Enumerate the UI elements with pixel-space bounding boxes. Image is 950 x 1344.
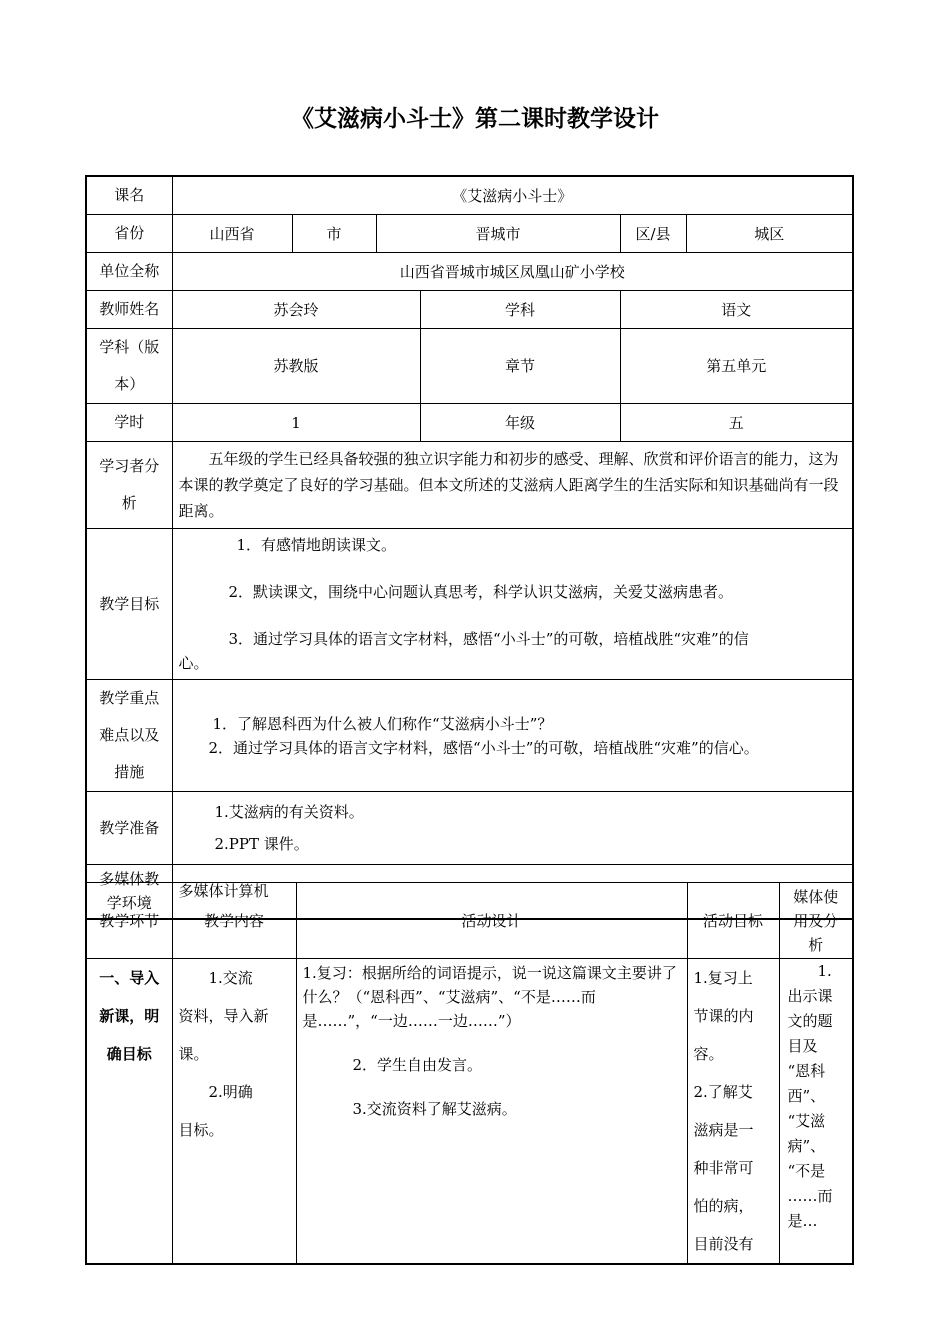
unit-value: 山西省晋城市城区凤凰山矿小学校 <box>172 253 853 291</box>
goal-1: 1．有感情地朗读课文。 <box>236 536 397 554</box>
period-label: 学时 <box>86 404 172 442</box>
header-media-line3: 析 <box>808 935 824 954</box>
key-label-line2: 难点以及 <box>99 726 160 744</box>
goal-line2: 节课的内 <box>693 1007 754 1025</box>
city-value: 晋城市 <box>376 215 620 253</box>
goal-line1: 1.复习上 <box>693 969 753 987</box>
header-content: 教学内容 <box>172 883 296 959</box>
goal-line8: 目前没有 <box>693 1235 754 1253</box>
media-line6: 西”、 <box>787 1087 826 1105</box>
unit-label: 单位全称 <box>86 253 172 291</box>
grade-label: 年级 <box>420 404 620 442</box>
course-label: 课名 <box>86 176 172 215</box>
teacher-value: 苏会玲 <box>172 291 420 329</box>
goal-line4: 2.了解艾 <box>693 1083 753 1101</box>
version-label <box>86 329 172 404</box>
stage-line1: 一、导入 <box>99 969 160 987</box>
media-line4: 目及 <box>787 1037 818 1055</box>
chapter-label: 章节 <box>420 329 620 404</box>
prep-cell <box>172 792 853 865</box>
goal-2: 2．默读课文，围绕中心问题认真思考，科学认识艾滋病，关爱艾滋病患者。 <box>228 583 734 601</box>
content-line2: 资料，导入新 <box>178 1007 269 1025</box>
learner-label <box>86 442 172 529</box>
media-env-label-line2: 学环境 <box>106 894 152 913</box>
media-cell <box>779 959 853 1265</box>
activity-item-2: 2．学生自由发言。 <box>352 1056 483 1074</box>
key-point-1: 1．了解恩科西为什么被人们称作“艾滋病小斗士”？ <box>212 714 553 733</box>
learner-analysis: 五年级的学生已经具备较强的独立识字能力和初步的感受、理解、欣赏和评价语言的能力，这为本课的教学奠定了良好的学习基础。但本文所述的艾滋病人距离学生的生活实际和知识基础尚有一段距离。 <box>172 442 853 529</box>
prep-label: 教学准备 <box>86 792 172 865</box>
media-line3: 文的题 <box>787 1012 833 1030</box>
prep-item-2: 2.PPT 课件。 <box>214 835 309 853</box>
stage-line3: 确目标 <box>106 1045 152 1063</box>
district-label: 区/县 <box>620 215 686 253</box>
version-value: 苏教版 <box>172 329 420 404</box>
teacher-label: 教师姓名 <box>86 291 172 329</box>
media-line10: ……而 <box>787 1187 833 1205</box>
version-label-line2: 本） <box>114 375 145 393</box>
content-line3: 课。 <box>178 1045 209 1063</box>
media-line1: 1. <box>817 962 832 980</box>
key-label <box>86 680 172 792</box>
version-label-line1: 学科（版 <box>99 338 160 356</box>
subject-label: 学科 <box>420 291 620 329</box>
header-goal: 活动目标 <box>687 883 779 959</box>
header-activity: 活动设计 <box>296 883 687 959</box>
goals-cell <box>172 529 853 680</box>
media-line7: “艾滋 <box>787 1112 826 1130</box>
header-media-line2: 用及分 <box>793 911 839 930</box>
stage-cell <box>86 959 172 1265</box>
content-line4: 2.明确 <box>208 1083 253 1101</box>
district-value: 城区 <box>686 215 853 253</box>
process-table <box>85 882 854 1265</box>
activity-item-3: 3.交流资料了解艾滋病。 <box>352 1100 517 1118</box>
media-line9: “不是 <box>787 1162 826 1180</box>
key-cell <box>172 680 853 792</box>
media-line2: 出示课 <box>787 987 833 1005</box>
stage-line2: 新课，明 <box>99 1007 160 1025</box>
media-env-label-line1: 多媒体教 <box>99 870 160 889</box>
key-label-line3: 措施 <box>114 763 145 781</box>
period-value: 1 <box>172 404 420 442</box>
learner-label-line1: 学习者分 <box>99 457 160 475</box>
goal-line7: 怕的病， <box>693 1197 754 1215</box>
key-point-2: 2．通过学习具体的语言文字材料，感悟“小斗士”的可敬，培植战胜“灾难”的信心。 <box>208 738 759 757</box>
goal-line6: 种非常可 <box>693 1159 754 1177</box>
chapter-value: 第五单元 <box>620 329 853 404</box>
content-line1: 1.交流 <box>208 969 253 987</box>
grade-value: 五 <box>620 404 853 442</box>
learner-label-line2: 析 <box>121 494 137 512</box>
goal-cell <box>687 959 779 1265</box>
page-title: 《艾滋病小斗士》第二课时教学设计 <box>291 106 659 132</box>
header-stage: 教学环节 <box>86 883 172 959</box>
media-line11: 是… <box>787 1212 818 1230</box>
city-label: 市 <box>292 215 376 253</box>
goal-3b: 心。 <box>178 654 209 672</box>
prep-item-1: 1.艾滋病的有关资料。 <box>214 803 364 821</box>
key-label-line1: 教学重点 <box>99 689 160 707</box>
media-env-value: 多媒体计算机 <box>172 865 853 919</box>
province-label: 省份 <box>86 215 172 253</box>
goal-line5: 滋病是一 <box>693 1121 754 1139</box>
goals-label: 教学目标 <box>86 529 172 680</box>
content-cell <box>172 959 296 1265</box>
subject-value: 语文 <box>620 291 853 329</box>
course-value: 《艾滋病小斗士》 <box>172 176 853 215</box>
goal-line3: 容。 <box>693 1045 724 1063</box>
province-value: 山西省 <box>172 215 292 253</box>
media-line8: 病”、 <box>787 1137 826 1155</box>
activity-cell <box>296 959 687 1265</box>
media-line5: “恩科 <box>787 1062 826 1080</box>
goal-3a: 3．通过学习具体的语言文字材料，感悟“小斗士”的可敬，培植战胜“灾难”的信 <box>228 630 749 648</box>
info-table <box>85 175 854 920</box>
header-media-line1: 媒体使 <box>793 887 839 906</box>
header-media <box>779 883 853 959</box>
content-line5: 目标。 <box>178 1121 224 1139</box>
activity-item-1: 1.复习：根据所给的词语提示，说一说这篇课文主要讲了什么？（“恩科西”、“艾滋病”、“不是……而是……”，“一边……一边……”） <box>302 964 677 1030</box>
